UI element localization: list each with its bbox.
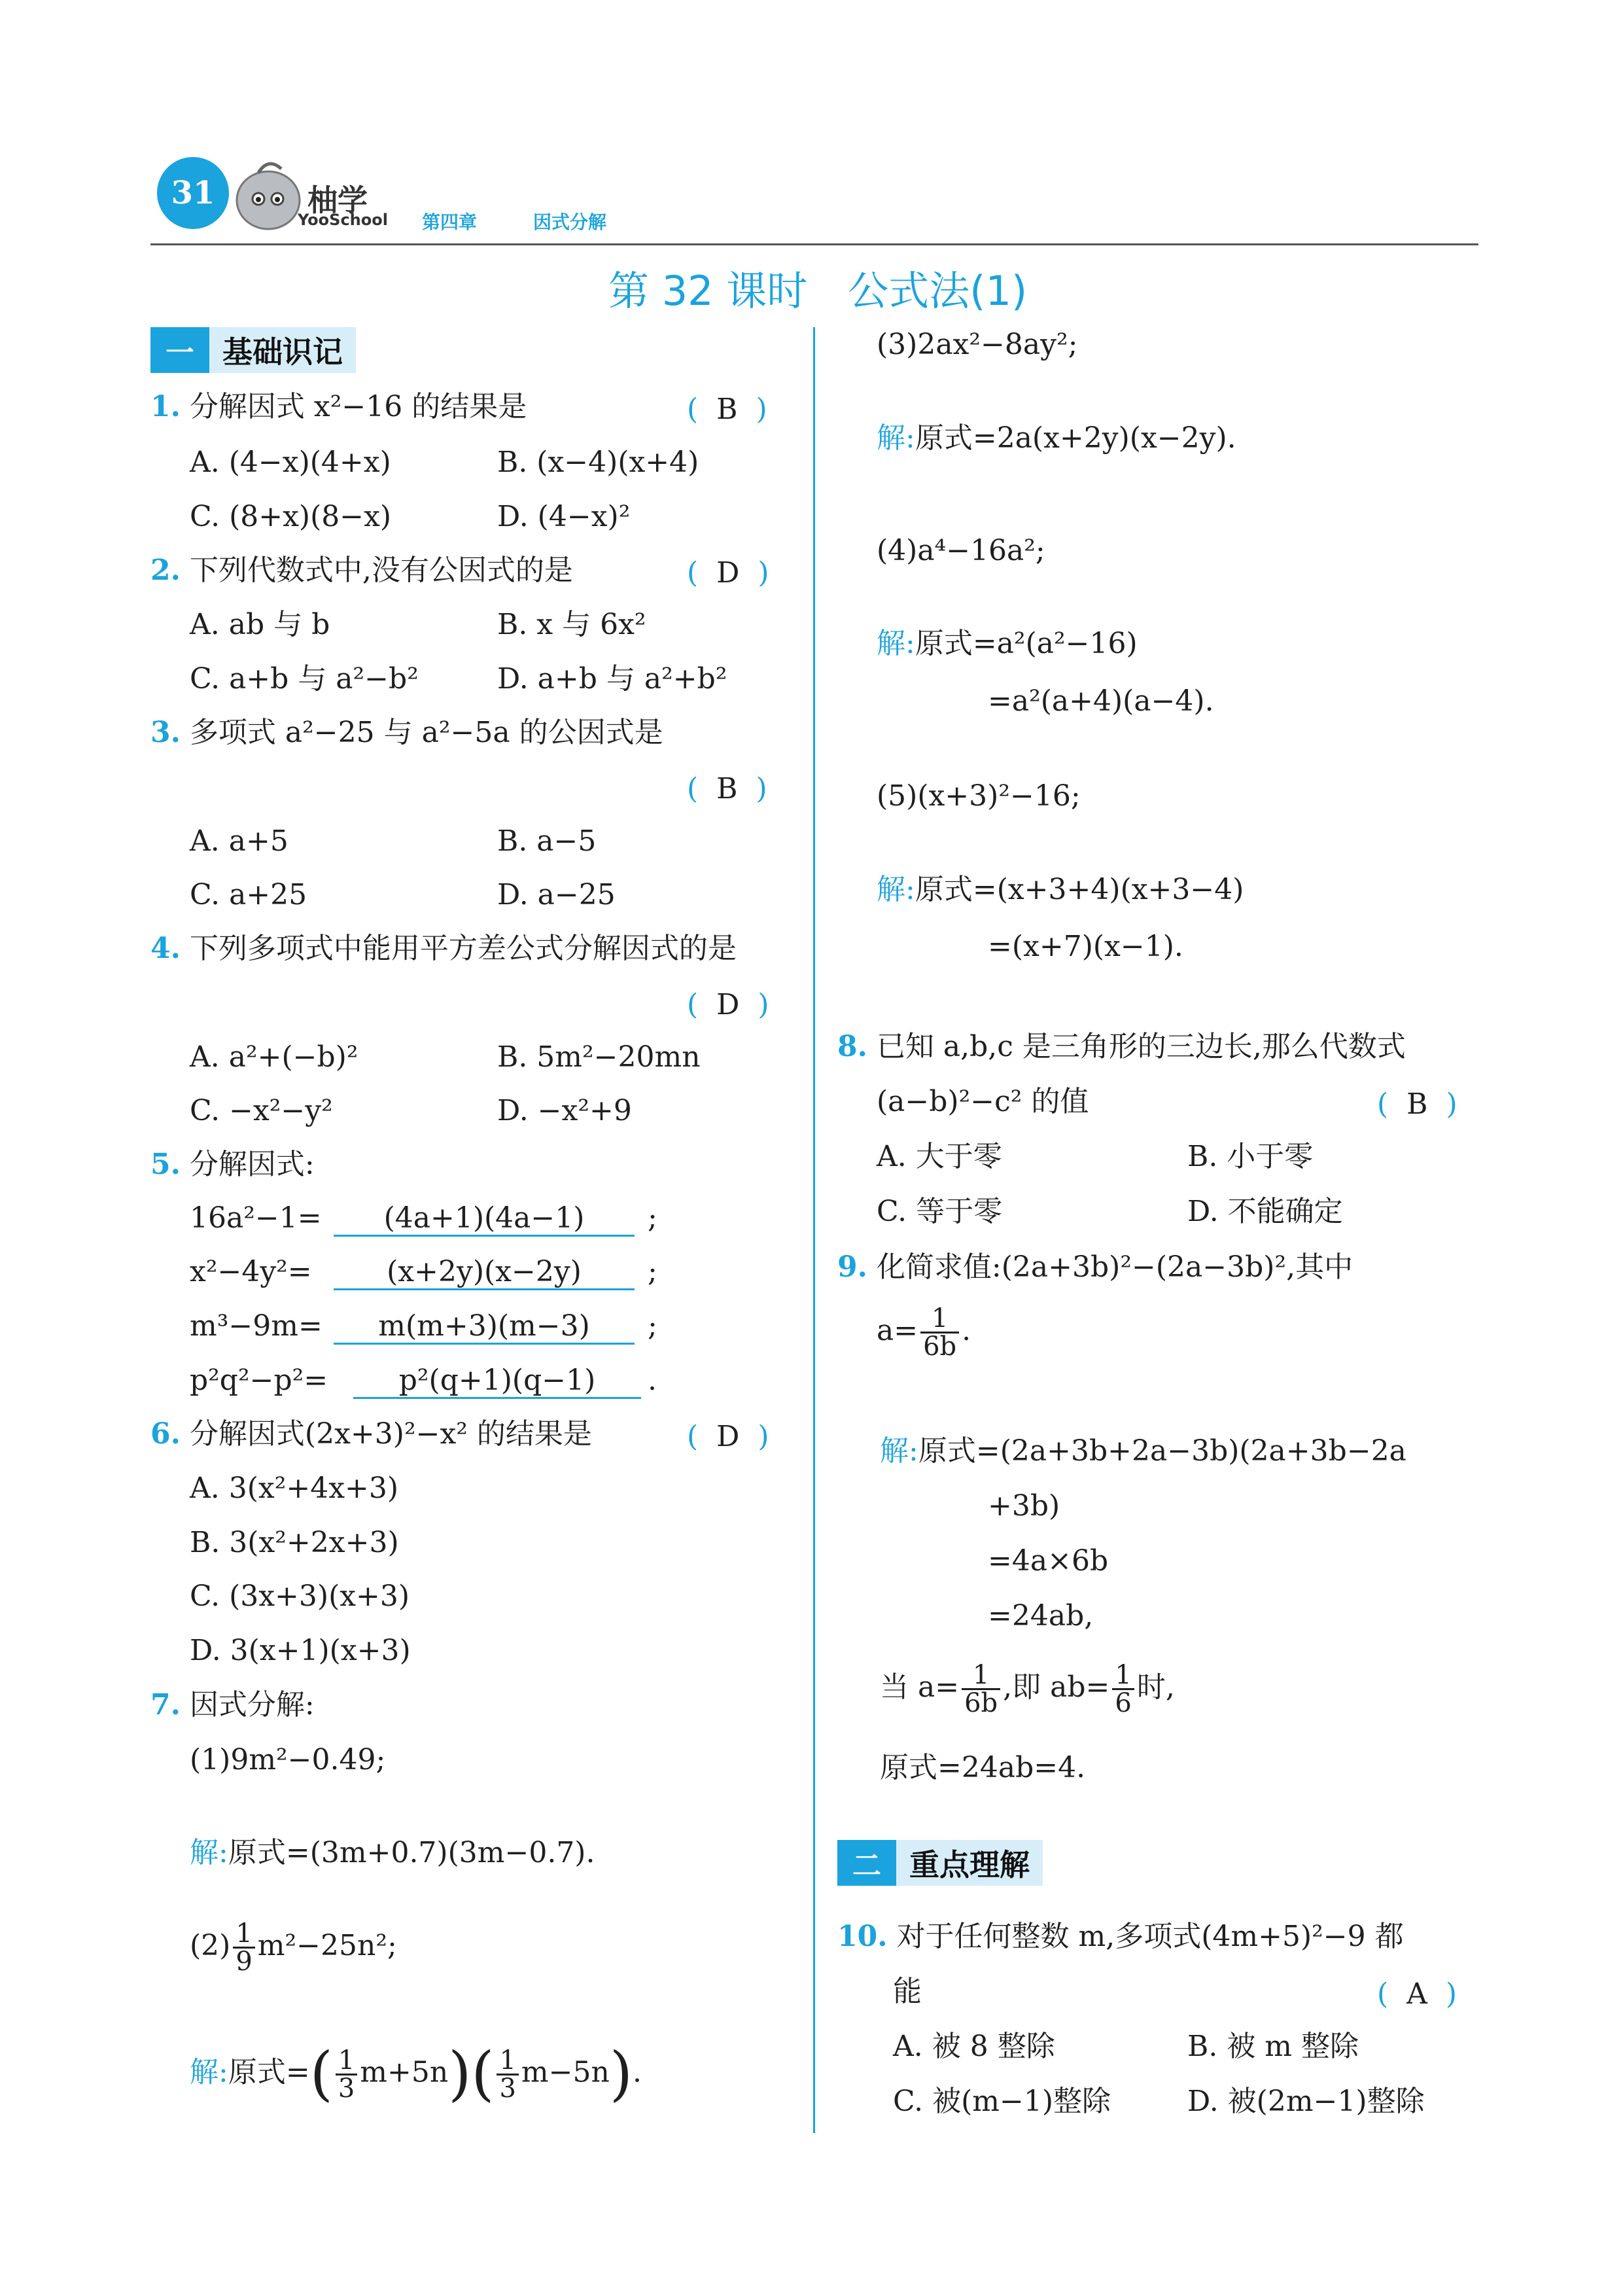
question-number: 9. xyxy=(837,1250,867,1284)
fraction xyxy=(962,1662,1000,1716)
question-number: 2. xyxy=(150,554,181,587)
solution-9-final: 原式=24ab=4. xyxy=(880,1751,1086,1784)
fill-blank: p²(q+1)(q−1) xyxy=(353,1364,641,1399)
question-number: 6. xyxy=(150,1417,181,1451)
question-3 xyxy=(150,718,663,747)
solution-label: 解: xyxy=(877,627,915,660)
question-stem: 已知 a,b,c 是三角形的三边长,那么代数式 xyxy=(876,1030,1406,1063)
question-9 xyxy=(837,1250,1353,1284)
subproblem-3: (3)2ax²−8ay²; xyxy=(877,328,1078,361)
section-label: 基础识记 xyxy=(222,334,343,370)
answer-bracket: ( B ) xyxy=(1377,1087,1457,1121)
answer-bracket: ( D ) xyxy=(687,1420,769,1453)
fraction xyxy=(920,1305,959,1360)
option-b: B. 被 m 整除 xyxy=(1187,2030,1359,2063)
question-number: 8. xyxy=(837,1030,867,1063)
fill-blank: (x+2y)(x−2y) xyxy=(334,1255,635,1290)
fraction-numerator: 1 xyxy=(336,2047,357,2075)
column-divider xyxy=(813,327,815,2133)
solution-3 xyxy=(877,421,1236,455)
fraction-numerator: 1 xyxy=(962,1662,1000,1690)
option-a: A. 3(x²+4x+3) xyxy=(190,1472,399,1505)
question-7 xyxy=(150,1688,315,1722)
solution-1 xyxy=(190,1836,595,1869)
fraction-denominator: 9 xyxy=(236,1947,253,1977)
subproblem-4: (4)a⁴−16a²; xyxy=(877,534,1045,567)
option-d: D. 被(2m−1)整除 xyxy=(1187,2085,1425,2118)
fill-row-end: ; xyxy=(648,1255,657,1288)
solution-text: 原式=2a(x+2y)(x−2y). xyxy=(915,421,1236,455)
solution-9-when xyxy=(880,1662,1175,1716)
answer-choice: B xyxy=(716,772,738,805)
answer-bracket: ( D ) xyxy=(687,988,769,1021)
page-number-badge: 31 xyxy=(157,157,229,229)
question-number: 10. xyxy=(837,1920,888,1953)
option-d: D. a−25 xyxy=(497,878,616,911)
solution-text: 原式=(x+3+4)(x+3−4) xyxy=(915,873,1244,906)
solution-text: ,即 ab= xyxy=(1003,1670,1110,1704)
brand-subtitle: YooSchool xyxy=(298,211,388,229)
paren-right: ) xyxy=(609,2040,633,2108)
option-d: D. (4−x)² xyxy=(497,500,631,533)
sub-index: (2) xyxy=(190,1929,231,1962)
fill-row-end: . xyxy=(648,1364,657,1397)
question-5 xyxy=(150,1150,315,1179)
solution-text: 时, xyxy=(1136,1670,1175,1704)
question-number: 1. xyxy=(150,390,181,423)
answer-choice: D xyxy=(716,988,740,1021)
fill-row-end: ; xyxy=(648,1309,657,1343)
question-10 xyxy=(837,1922,1404,1951)
solution-label: 解: xyxy=(190,1836,228,1869)
option-d: D. 不能确定 xyxy=(1187,1195,1343,1228)
question-4 xyxy=(150,934,737,963)
section-number: 一 xyxy=(150,327,209,373)
fraction-numerator: 1 xyxy=(1112,1662,1134,1690)
paren-left: ( xyxy=(471,2040,495,2108)
question-stem: 分解因式(2x+3)²−x² 的结果是 xyxy=(189,1417,592,1451)
solution-label: 解: xyxy=(877,421,915,455)
option-a: A. a+5 xyxy=(190,824,288,858)
fraction-denominator: 3 xyxy=(338,2073,355,2104)
fill-row-lhs: x²−4y²= xyxy=(190,1255,312,1288)
solution-9-line-3: =4a×6b xyxy=(988,1544,1109,1578)
solution-label: 解: xyxy=(190,2055,228,2089)
mascot-logo-icon xyxy=(229,154,307,233)
solution-9 xyxy=(880,1434,1406,1468)
section-header-basic xyxy=(150,327,356,373)
question-number: 5. xyxy=(150,1148,181,1181)
question-stem: 因式分解: xyxy=(189,1688,315,1722)
question-8-line-2: (a−b)²−c² 的值 xyxy=(877,1085,1089,1118)
option-a: A. (4−x)(4+x) xyxy=(190,446,391,479)
answer-bracket: ( A ) xyxy=(1377,1977,1457,2011)
brand-name: 柚学 xyxy=(307,183,368,218)
lesson-title: 第 32 课时 公式法(1) xyxy=(608,267,1028,315)
section-number: 二 xyxy=(837,1840,896,1886)
option-b: B. (x−4)(x+4) xyxy=(497,446,699,479)
question-number: 7. xyxy=(150,1688,181,1722)
paren-left: ( xyxy=(309,2040,333,2108)
solution-text: m−5n xyxy=(521,2055,610,2089)
section-header-key xyxy=(837,1840,1043,1886)
answer-bracket: ( B ) xyxy=(687,772,767,805)
option-b: B. 5m²−20mn xyxy=(497,1040,701,1074)
option-d: D. −x²+9 xyxy=(497,1094,632,1127)
solution-5 xyxy=(877,875,1244,904)
answer-choice: B xyxy=(716,393,738,426)
option-c: C. a+25 xyxy=(190,878,307,911)
question-10-line-2: 能 xyxy=(893,1975,922,2008)
fraction xyxy=(336,2047,357,2102)
solution-4-line-2: =a²(a+4)(a−4). xyxy=(988,684,1214,718)
option-c: C. 等于零 xyxy=(877,1195,1003,1228)
section-label: 重点理解 xyxy=(909,1847,1030,1882)
fraction-denominator: 6b xyxy=(923,1332,957,1362)
fill-row-lhs: 16a²−1= xyxy=(190,1201,322,1235)
question-number: 4. xyxy=(150,932,181,965)
option-b: B. a−5 xyxy=(497,824,597,858)
question-stem: 对于任何整数 m,多项式(4m+5)²−9 都 xyxy=(896,1920,1404,1953)
option-a: A. a²+(−b)² xyxy=(190,1040,358,1074)
condition-text: a= xyxy=(877,1314,918,1347)
fraction-denominator: 6b xyxy=(964,1688,998,1718)
subproblem-5: (5)(x+3)²−16; xyxy=(877,779,1081,813)
solution-text: 原式=a²(a²−16) xyxy=(915,627,1138,660)
fill-blank: (4a+1)(4a−1) xyxy=(334,1201,635,1237)
subproblem-2 xyxy=(190,1920,397,1975)
solution-text: 原式=(2a+3b+2a−3b)(2a+3b−2a xyxy=(918,1434,1406,1468)
chapter-title: 因式分解 xyxy=(533,211,607,233)
condition-end: . xyxy=(962,1314,971,1347)
option-b: B. x 与 6x² xyxy=(497,608,646,641)
question-1 xyxy=(150,390,527,423)
solution-4 xyxy=(877,629,1138,658)
solution-9-line-2: +3b) xyxy=(988,1489,1060,1523)
solution-9-line-4: =24ab, xyxy=(988,1599,1094,1633)
option-c: C. (8+x)(8−x) xyxy=(190,500,392,533)
fraction-numerator: 1 xyxy=(233,1920,254,1949)
fill-row-lhs: m³−9m= xyxy=(190,1309,323,1343)
solution-end: . xyxy=(632,2055,642,2089)
solution-5-line-2: =(x+7)(x−1). xyxy=(988,930,1183,963)
paren-right: ) xyxy=(448,2040,472,2108)
chapter-label: 第四章 xyxy=(422,211,478,233)
solution-label: 解: xyxy=(880,1434,918,1468)
question-8 xyxy=(837,1030,1406,1063)
solution-label: 解: xyxy=(877,873,915,906)
fraction-denominator: 3 xyxy=(499,2073,516,2104)
answer-choice: D xyxy=(716,1420,740,1453)
option-a: A. 大于零 xyxy=(877,1140,1002,1173)
option-c: C. a+b 与 a²−b² xyxy=(190,662,419,696)
fraction-numerator: 1 xyxy=(920,1305,959,1333)
fraction xyxy=(497,2047,518,2102)
fill-blank: m(m+3)(m−3) xyxy=(334,1309,635,1345)
solution-text: 当 a= xyxy=(880,1670,960,1704)
question-stem: 下列多项式中能用平方差公式分解因式的是 xyxy=(189,932,737,965)
answer-choice: A xyxy=(1406,1977,1427,2011)
answer-choice: B xyxy=(1406,1087,1428,1121)
fraction-denominator: 6 xyxy=(1115,1688,1132,1718)
option-b: B. 小于零 xyxy=(1187,1140,1314,1173)
solution-2 xyxy=(190,2040,642,2108)
question-6 xyxy=(150,1417,592,1451)
solution-text: 原式= xyxy=(228,2055,310,2089)
option-d: D. a+b 与 a²+b² xyxy=(497,662,727,696)
option-b: B. 3(x²+2x+3) xyxy=(190,1526,399,1559)
fill-row-end: ; xyxy=(648,1201,657,1235)
sub-expression: m²−25n²; xyxy=(257,1929,397,1962)
header-rule xyxy=(150,243,1478,245)
question-stem: 分解因式 x²−16 的结果是 xyxy=(189,390,527,423)
option-c: C. (3x+3)(x+3) xyxy=(190,1580,410,1613)
question-stem: 下列代数式中,没有公因式的是 xyxy=(189,554,573,587)
fill-row-lhs: p²q²−p²= xyxy=(190,1364,328,1397)
solution-text: m+5n xyxy=(360,2055,449,2089)
option-d: D. 3(x+1)(x+3) xyxy=(190,1634,411,1667)
option-c: C. 被(m−1)整除 xyxy=(893,2085,1111,2118)
fraction xyxy=(233,1920,254,1975)
question-2 xyxy=(150,556,573,585)
question-stem: 多项式 a²−25 与 a²−5a 的公因式是 xyxy=(189,716,663,749)
option-a: A. 被 8 整除 xyxy=(893,2030,1055,2063)
solution-text: 原式=(3m+0.7)(3m−0.7). xyxy=(228,1836,595,1869)
question-stem: 分解因式: xyxy=(189,1148,315,1181)
question-number: 3. xyxy=(150,716,181,749)
fraction xyxy=(1112,1662,1134,1716)
answer-bracket: ( D ) xyxy=(687,556,769,590)
fraction-numerator: 1 xyxy=(497,2047,518,2075)
question-stem: 化简求值:(2a+3b)²−(2a−3b)²,其中 xyxy=(876,1250,1353,1284)
option-a: A. ab 与 b xyxy=(190,608,330,641)
answer-bracket: ( B ) xyxy=(687,393,767,426)
option-c: C. −x²−y² xyxy=(190,1094,333,1127)
answer-choice: D xyxy=(716,556,740,590)
subproblem-1: (1)9m²−0.49; xyxy=(190,1743,386,1776)
question-9-condition xyxy=(877,1305,971,1360)
